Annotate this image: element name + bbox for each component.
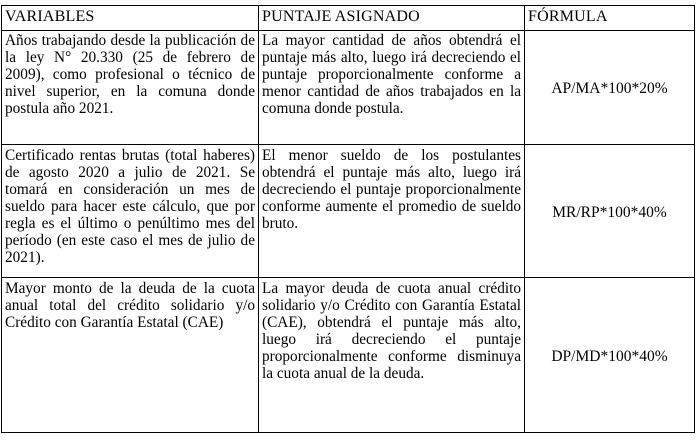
variable-cell: Certificado rentas brutas (total haberes) de agosto 2020 a julio de 2021. Se tomará en consideración un mes de sueldo para hacer este cálculo, que por regla es el último o penúltimo mes del período (en este caso el mes de julio de 2021). — [2, 145, 259, 278]
header-puntaje-asignado: PUNTAJE ASIGNADO — [259, 6, 525, 31]
formula-cell: AP/MA*100*20% — [525, 31, 695, 145]
puntaje-cell: La mayor cantidad de años obtendrá el puntaje más alto, luego irá decreciendo el puntaje proporcionalmente conforme a menor cantidad de años trabajados en la comuna donde postula. — [259, 31, 525, 145]
header-formula: FÓRMULA — [525, 6, 695, 31]
table-row — [2, 278, 695, 433]
table-row — [2, 31, 695, 145]
puntaje-cell: La mayor deuda de cuota anual crédito solidario y/o Crédito con Garantía Estatal (CAE), obtendrá el puntaje más alto, luego irá decreciendo el puntaje proporcionalmente conforme disminuya la cuota anual de la deuda. — [259, 278, 525, 433]
formula-cell: DP/MD*100*40% — [525, 278, 695, 433]
variable-cell: Mayor monto de la deuda de la cuota anual total del crédito solidario y/o Crédito con Garantía Estatal (CAE) — [2, 278, 259, 433]
table-header-row — [2, 6, 695, 31]
variable-cell: Años trabajando desde la publicación de la ley N° 20.330 (25 de febrero de 2009), como profesional o técnico de nivel superior, en la comuna donde postula año 2021. — [2, 31, 259, 145]
scoring-table — [1, 5, 695, 433]
formula-cell: MR/RP*100*40% — [525, 145, 695, 278]
table-row — [2, 145, 695, 278]
puntaje-cell: El menor sueldo de los postulantes obtendrá el puntaje más alto, luego irá decreciendo el puntaje proporcionalmente conforme aumente el promedio de sueldo bruto. — [259, 145, 525, 278]
header-variables: VARIABLES — [2, 6, 259, 31]
